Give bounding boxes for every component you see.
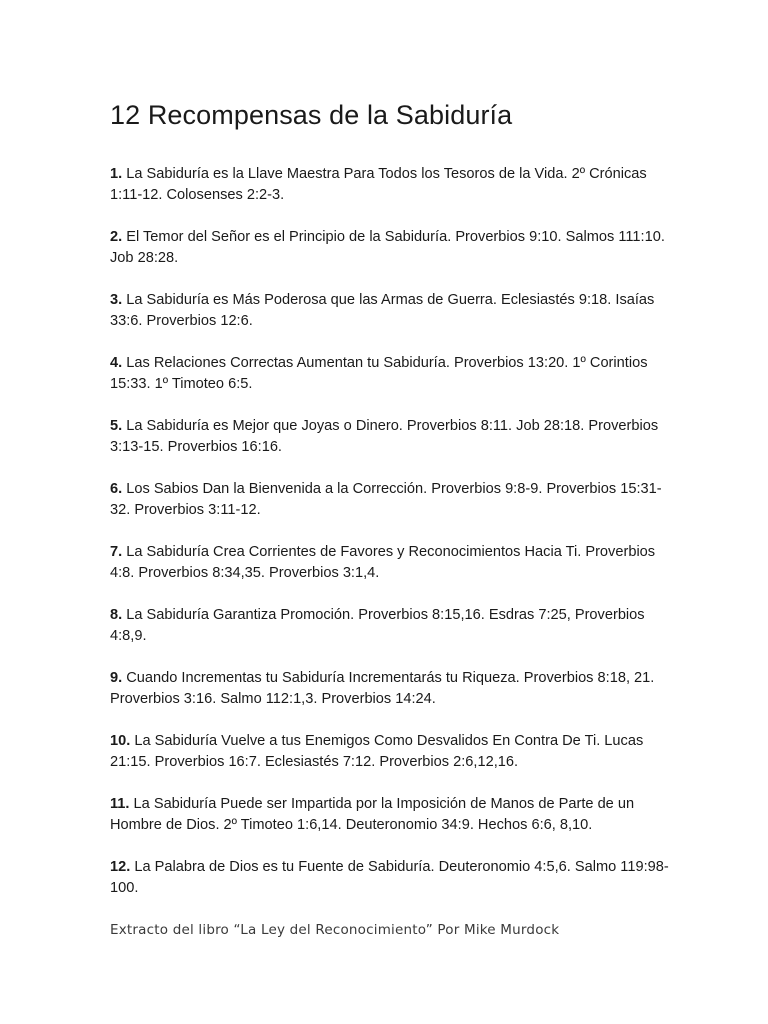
item-text: Los Sabios Dan la Bienvenida a la Corrección. Proverbios 9:8-9. Proverbios 15:31-32. Proverbios 3:11-12. xyxy=(110,481,662,518)
list-item xyxy=(110,542,675,584)
rewards-list xyxy=(110,164,675,899)
item-text: Cuando Incrementas tu Sabiduría Incrementarás tu Riqueza. Proverbios 8:18, 21. Proverbios 3:16. Salmo 112:1,3. Proverbios 14:24. xyxy=(110,670,655,707)
list-item xyxy=(110,605,675,647)
item-text: La Sabiduría Crea Corrientes de Favores y Reconocimientos Hacia Ti. Proverbios 4:8. Proverbios 8:34,35. Proverbios 3:1,4. xyxy=(110,544,656,581)
item-number: 8. xyxy=(110,607,123,623)
item-number: 7. xyxy=(110,544,123,560)
item-number: 1. xyxy=(110,166,123,182)
source-attribution: Extracto del libro “La Ley del Reconocimiento” Por Mike Murdock xyxy=(110,922,560,938)
document-body xyxy=(110,96,675,954)
item-number: 9. xyxy=(110,670,123,686)
list-item xyxy=(110,857,675,899)
item-text: La Sabiduría Puede ser Impartida por la Imposición de Manos de Parte de un Hombre de Dios. 2º Timoteo 1:6,14. Deuteronomio 34:9. Hechos 6:6, 8,10. xyxy=(110,796,635,833)
list-item xyxy=(110,794,675,836)
item-number: 5. xyxy=(110,418,123,434)
item-text: La Palabra de Dios es tu Fuente de Sabiduría. Deuteronomio 4:5,6. Salmo 119:98-100. xyxy=(110,859,669,896)
list-item xyxy=(110,731,675,773)
item-text: La Sabiduría es la Llave Maestra Para Todos los Tesoros de la Vida. 2º Crónicas 1:11-12. Colosenses 2:2-3. xyxy=(110,166,647,203)
item-text: La Sabiduría es Mejor que Joyas o Dinero. Proverbios 8:11. Job 28:18. Proverbios 3:13-15. Proverbios 16:16. xyxy=(110,418,659,455)
page-title: 12 Recompensas de la Sabiduría xyxy=(110,100,513,130)
item-text: La Sabiduría Garantiza Promoción. Proverbios 8:15,16. Esdras 7:25, Proverbios 4:8,9. xyxy=(110,607,645,644)
list-item xyxy=(110,290,675,332)
list-item xyxy=(110,227,675,269)
item-number: 11. xyxy=(110,796,130,812)
item-number: 3. xyxy=(110,292,123,308)
item-number: 10. xyxy=(110,733,131,749)
list-item xyxy=(110,416,675,458)
list-item xyxy=(110,164,675,206)
list-item xyxy=(110,479,675,521)
item-text: Las Relaciones Correctas Aumentan tu Sabiduría. Proverbios 13:20. 1º Corintios 15:33. 1º Timoteo 6:5. xyxy=(110,355,648,392)
item-number: 4. xyxy=(110,355,123,371)
item-text: El Temor del Señor es el Principio de la Sabiduría. Proverbios 9:10. Salmos 111:10. Job 28:28. xyxy=(110,229,665,266)
item-text: La Sabiduría Vuelve a tus Enemigos Como Desvalidos En Contra De Ti. Lucas 21:15. Proverbios 16:7. Eclesiastés 7:12. Proverbios 2:6,12,16. xyxy=(110,733,644,770)
item-text: La Sabiduría es Más Poderosa que las Armas de Guerra. Eclesiastés 9:18. Isaías 33:6. Proverbios 12:6. xyxy=(110,292,655,329)
item-number: 6. xyxy=(110,481,123,497)
item-number: 2. xyxy=(110,229,123,245)
list-item xyxy=(110,668,675,710)
item-number: 12. xyxy=(110,859,131,875)
list-item xyxy=(110,353,675,395)
